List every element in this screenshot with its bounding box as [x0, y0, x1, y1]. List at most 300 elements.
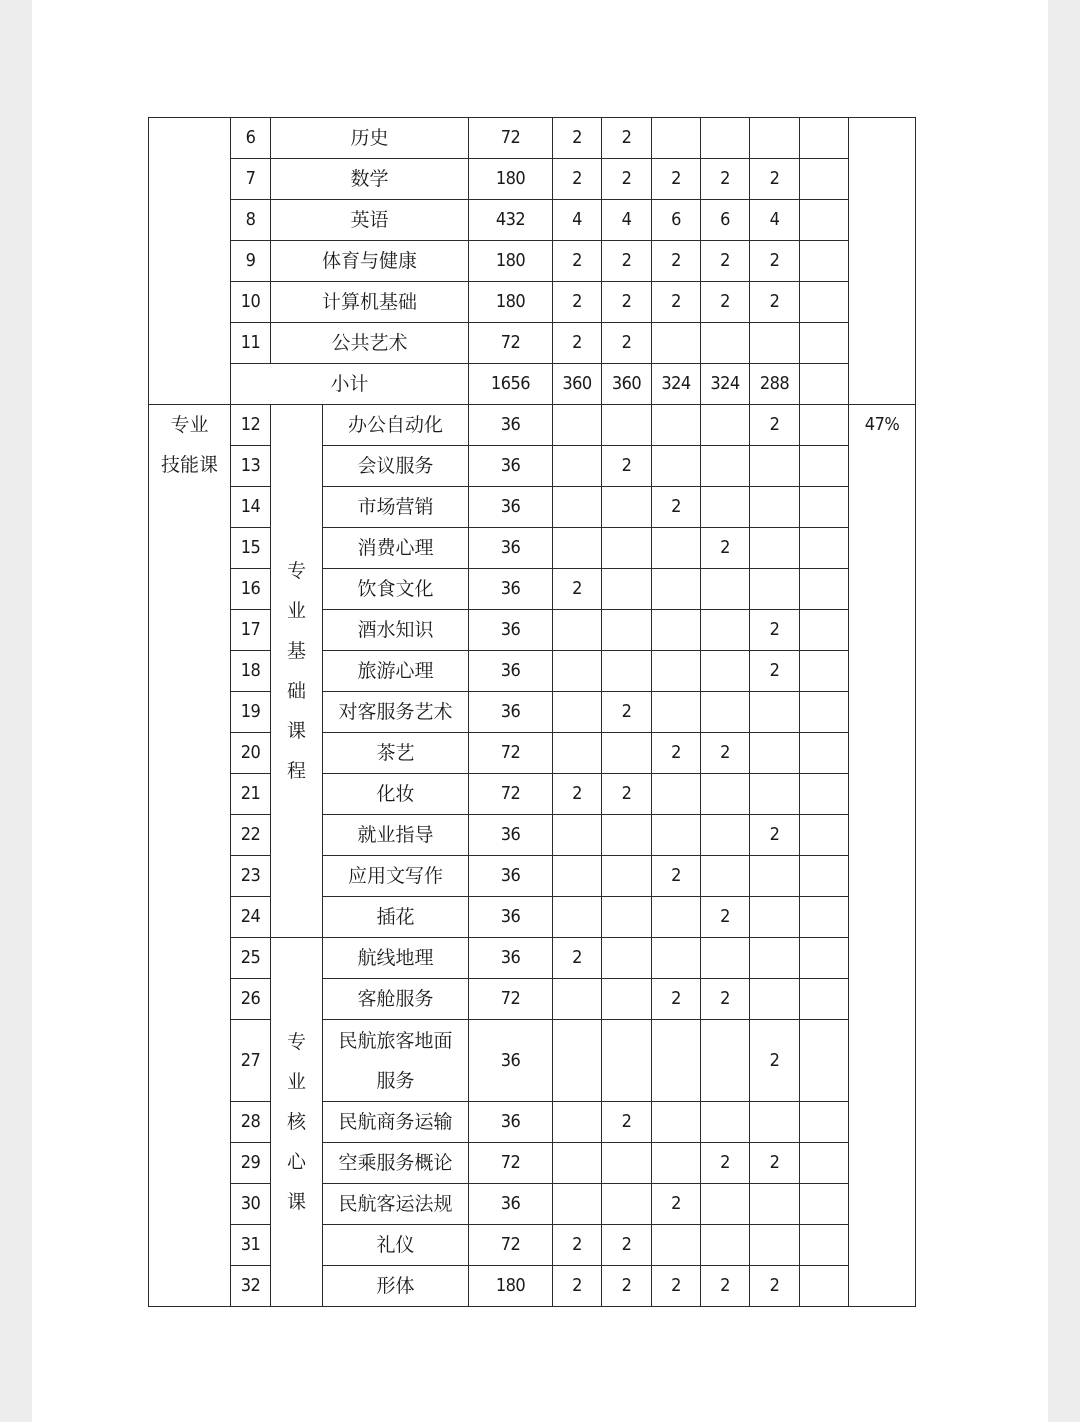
table-row [149, 1266, 916, 1307]
percent-cell-general [849, 118, 916, 405]
semester-hours [701, 774, 750, 815]
group-label-char: 课 [286, 720, 306, 742]
semester-hours: 2 [652, 856, 701, 897]
row-number: 25 [231, 938, 271, 979]
semester-hours [602, 1020, 652, 1102]
course-name: 民航客运法规 [323, 1184, 469, 1225]
course-name: 茶艺 [323, 733, 469, 774]
total-hours: 36 [469, 487, 553, 528]
course-name: 插花 [323, 897, 469, 938]
course-name: 饮食文化 [323, 569, 469, 610]
semester-hours [553, 1102, 602, 1143]
semester-hours [750, 897, 800, 938]
semester-hours: 2 [553, 282, 602, 323]
semester-hours [800, 856, 849, 897]
course-name: 数学 [271, 159, 469, 200]
semester-hours [750, 569, 800, 610]
table-row [149, 405, 916, 446]
group-label-char: 业 [286, 600, 306, 622]
group-label-char: 核 [286, 1111, 306, 1133]
group-label-char: 程 [286, 760, 306, 782]
course-name: 形体 [323, 1266, 469, 1307]
semester-hours [602, 528, 652, 569]
course-name: 空乘服务概论 [323, 1143, 469, 1184]
course-name: 酒水知识 [323, 610, 469, 651]
total-hours: 36 [469, 405, 553, 446]
semester-hours [701, 118, 750, 159]
semester-hours: 2 [602, 1102, 652, 1143]
subtotal-semester: 324 [701, 364, 750, 405]
semester-hours [800, 528, 849, 569]
semester-hours [652, 610, 701, 651]
semester-hours [652, 405, 701, 446]
group-label-char: 专 [286, 1031, 306, 1053]
semester-hours [553, 1143, 602, 1184]
semester-hours [553, 446, 602, 487]
table-row [149, 897, 916, 938]
semester-hours [750, 1184, 800, 1225]
semester-hours [701, 487, 750, 528]
course-name: 民航商务运输 [323, 1102, 469, 1143]
semester-hours [800, 446, 849, 487]
semester-hours: 2 [750, 1266, 800, 1307]
total-hours: 36 [469, 897, 553, 938]
semester-hours [800, 282, 849, 323]
semester-hours: 2 [553, 1225, 602, 1266]
table-body [149, 118, 916, 1307]
semester-hours [602, 856, 652, 897]
semester-hours: 2 [602, 1225, 652, 1266]
table-row [149, 528, 916, 569]
row-number: 22 [231, 815, 271, 856]
percent-cell-skill: 47% [849, 405, 916, 1307]
semester-hours [750, 487, 800, 528]
row-number: 32 [231, 1266, 271, 1307]
row-number: 6 [231, 118, 271, 159]
row-number: 21 [231, 774, 271, 815]
semester-hours [652, 692, 701, 733]
semester-hours [553, 1020, 602, 1102]
course-name [323, 1020, 469, 1102]
row-number: 16 [231, 569, 271, 610]
total-hours: 36 [469, 446, 553, 487]
semester-hours [701, 856, 750, 897]
table-row [149, 200, 916, 241]
semester-hours [800, 651, 849, 692]
semester-hours [652, 1143, 701, 1184]
semester-hours [602, 610, 652, 651]
semester-hours [800, 241, 849, 282]
semester-hours: 6 [701, 200, 750, 241]
course-name: 客舱服务 [323, 979, 469, 1020]
total-hours: 72 [469, 1143, 553, 1184]
semester-hours [701, 692, 750, 733]
table-row [149, 569, 916, 610]
group-label-char: 专 [286, 560, 306, 582]
total-hours: 72 [469, 774, 553, 815]
semester-hours [750, 1225, 800, 1266]
semester-hours: 2 [750, 1143, 800, 1184]
semester-hours: 2 [750, 405, 800, 446]
semester-hours [602, 569, 652, 610]
semester-hours [701, 446, 750, 487]
semester-hours [701, 815, 750, 856]
semester-hours: 2 [553, 774, 602, 815]
row-number: 31 [231, 1225, 271, 1266]
semester-hours [553, 979, 602, 1020]
semester-hours [800, 774, 849, 815]
semester-hours [553, 692, 602, 733]
semester-hours: 2 [750, 282, 800, 323]
total-hours: 180 [469, 1266, 553, 1307]
row-number: 28 [231, 1102, 271, 1143]
group-label-char: 课 [286, 1191, 306, 1213]
semester-hours: 2 [701, 733, 750, 774]
semester-hours [750, 733, 800, 774]
semester-hours: 2 [602, 774, 652, 815]
total-hours: 36 [469, 856, 553, 897]
total-hours: 72 [469, 733, 553, 774]
semester-hours: 2 [553, 1266, 602, 1307]
semester-hours: 2 [652, 733, 701, 774]
semester-hours [701, 1102, 750, 1143]
semester-hours: 2 [602, 159, 652, 200]
semester-hours: 2 [602, 323, 652, 364]
semester-hours: 2 [553, 241, 602, 282]
row-number: 14 [231, 487, 271, 528]
semester-hours [800, 323, 849, 364]
total-hours: 72 [469, 323, 553, 364]
semester-hours: 4 [602, 200, 652, 241]
semester-hours [701, 569, 750, 610]
table-row [149, 241, 916, 282]
group-label-char: 心 [286, 1151, 306, 1173]
table-row [149, 487, 916, 528]
semester-hours [750, 118, 800, 159]
semester-hours: 2 [553, 118, 602, 159]
semester-hours: 2 [701, 528, 750, 569]
semester-hours [800, 405, 849, 446]
subtotal-semester: 360 [553, 364, 602, 405]
table-row [149, 282, 916, 323]
semester-hours [800, 979, 849, 1020]
semester-hours [602, 651, 652, 692]
semester-hours [553, 528, 602, 569]
semester-hours [602, 405, 652, 446]
semester-hours [652, 569, 701, 610]
row-number: 15 [231, 528, 271, 569]
semester-hours: 2 [701, 897, 750, 938]
course-name: 体育与健康 [271, 241, 469, 282]
semester-hours [800, 610, 849, 651]
total-hours: 36 [469, 528, 553, 569]
course-name: 办公自动化 [323, 405, 469, 446]
row-number: 8 [231, 200, 271, 241]
row-number: 23 [231, 856, 271, 897]
table-row [149, 815, 916, 856]
course-name: 计算机基础 [271, 282, 469, 323]
total-hours: 72 [469, 1225, 553, 1266]
semester-hours: 2 [652, 1184, 701, 1225]
row-number: 27 [231, 1020, 271, 1102]
semester-hours [652, 897, 701, 938]
semester-hours: 2 [701, 979, 750, 1020]
total-hours: 180 [469, 159, 553, 200]
course-name: 化妆 [323, 774, 469, 815]
category-label-line: 专业 [170, 414, 209, 436]
semester-hours [602, 1184, 652, 1225]
semester-hours [652, 774, 701, 815]
semester-hours [652, 1020, 701, 1102]
course-name: 旅游心理 [323, 651, 469, 692]
semester-hours [701, 610, 750, 651]
semester-hours [652, 815, 701, 856]
semester-hours [750, 692, 800, 733]
course-name: 英语 [271, 200, 469, 241]
table-row [149, 1102, 916, 1143]
semester-hours: 2 [553, 569, 602, 610]
semester-hours: 2 [652, 1266, 701, 1307]
semester-hours [750, 323, 800, 364]
semester-hours [602, 733, 652, 774]
semester-hours: 2 [602, 1266, 652, 1307]
table-row [149, 856, 916, 897]
category-cell-skill [149, 405, 231, 1307]
row-number: 17 [231, 610, 271, 651]
semester-hours: 2 [602, 692, 652, 733]
semester-hours: 2 [750, 159, 800, 200]
group-label-core_group [271, 938, 323, 1307]
semester-hours: 2 [553, 938, 602, 979]
semester-hours [800, 569, 849, 610]
semester-hours [602, 487, 652, 528]
row-number: 11 [231, 323, 271, 364]
semester-hours: 2 [701, 282, 750, 323]
row-number: 7 [231, 159, 271, 200]
subtotal-semester: 360 [602, 364, 652, 405]
row-number: 24 [231, 897, 271, 938]
table-row [149, 979, 916, 1020]
semester-hours [602, 897, 652, 938]
row-number: 30 [231, 1184, 271, 1225]
table-row [149, 1184, 916, 1225]
total-hours: 36 [469, 1020, 553, 1102]
semester-hours [652, 1102, 701, 1143]
table-row [149, 1020, 916, 1102]
subtotal-row [149, 364, 916, 405]
subtotal-total: 1656 [469, 364, 553, 405]
semester-hours: 2 [652, 241, 701, 282]
row-number: 12 [231, 405, 271, 446]
semester-hours: 2 [701, 241, 750, 282]
semester-hours: 2 [652, 979, 701, 1020]
semester-hours [553, 1184, 602, 1225]
semester-hours [800, 733, 849, 774]
course-name: 航线地理 [323, 938, 469, 979]
row-number: 18 [231, 651, 271, 692]
course-name: 会议服务 [323, 446, 469, 487]
row-number: 19 [231, 692, 271, 733]
semester-hours [701, 938, 750, 979]
table-row [149, 446, 916, 487]
semester-hours: 6 [652, 200, 701, 241]
course-name: 就业指导 [323, 815, 469, 856]
table-row [149, 159, 916, 200]
total-hours: 36 [469, 692, 553, 733]
table-row [149, 1225, 916, 1266]
semester-hours [602, 1143, 652, 1184]
row-number: 26 [231, 979, 271, 1020]
group-label-char: 础 [286, 680, 306, 702]
semester-hours [800, 118, 849, 159]
semester-hours [800, 692, 849, 733]
semester-hours [553, 610, 602, 651]
semester-hours [701, 651, 750, 692]
semester-hours [750, 446, 800, 487]
semester-hours [652, 938, 701, 979]
group-label-foundation_group [271, 405, 323, 938]
semester-hours [701, 1184, 750, 1225]
row-number: 9 [231, 241, 271, 282]
semester-hours [602, 815, 652, 856]
semester-hours [602, 979, 652, 1020]
semester-hours [553, 651, 602, 692]
semester-hours [701, 1225, 750, 1266]
semester-hours [701, 1020, 750, 1102]
total-hours: 72 [469, 979, 553, 1020]
subtotal-semester [800, 364, 849, 405]
semester-hours [800, 487, 849, 528]
semester-hours [553, 733, 602, 774]
semester-hours: 2 [750, 815, 800, 856]
semester-hours [652, 528, 701, 569]
table-row [149, 938, 916, 979]
semester-hours [701, 323, 750, 364]
subtotal-semester: 288 [750, 364, 800, 405]
semester-hours [652, 1225, 701, 1266]
total-hours: 36 [469, 1102, 553, 1143]
row-number: 29 [231, 1143, 271, 1184]
semester-hours [800, 1184, 849, 1225]
table-row [149, 651, 916, 692]
semester-hours [750, 774, 800, 815]
semester-hours [750, 1102, 800, 1143]
category-label-line: 技能课 [160, 454, 218, 476]
table-row [149, 610, 916, 651]
course-name: 礼仪 [323, 1225, 469, 1266]
semester-hours [800, 1143, 849, 1184]
total-hours: 36 [469, 610, 553, 651]
category-cell-general [149, 118, 231, 405]
course-name: 对客服务艺术 [323, 692, 469, 733]
row-number: 20 [231, 733, 271, 774]
semester-hours: 2 [602, 241, 652, 282]
semester-hours: 2 [652, 159, 701, 200]
semester-hours [750, 979, 800, 1020]
semester-hours: 2 [602, 282, 652, 323]
semester-hours [652, 651, 701, 692]
semester-hours: 2 [652, 487, 701, 528]
semester-hours: 4 [750, 200, 800, 241]
semester-hours [652, 323, 701, 364]
subtotal-semester: 324 [652, 364, 701, 405]
semester-hours [800, 1020, 849, 1102]
semester-hours [800, 159, 849, 200]
curriculum-table [148, 117, 916, 1307]
course-name: 市场营销 [323, 487, 469, 528]
semester-hours [553, 405, 602, 446]
semester-hours: 2 [553, 323, 602, 364]
semester-hours [800, 815, 849, 856]
total-hours: 36 [469, 1184, 553, 1225]
semester-hours: 2 [750, 241, 800, 282]
semester-hours [553, 856, 602, 897]
semester-hours [800, 1225, 849, 1266]
semester-hours: 2 [701, 159, 750, 200]
semester-hours [553, 897, 602, 938]
total-hours: 36 [469, 651, 553, 692]
table-row [149, 692, 916, 733]
table-row [149, 1143, 916, 1184]
semester-hours [750, 528, 800, 569]
subtotal-label: 小计 [231, 364, 469, 405]
semester-hours [800, 200, 849, 241]
group-label-char: 基 [286, 640, 306, 662]
course-name: 公共艺术 [271, 323, 469, 364]
semester-hours: 2 [602, 118, 652, 159]
semester-hours: 2 [750, 651, 800, 692]
semester-hours: 2 [701, 1266, 750, 1307]
total-hours: 432 [469, 200, 553, 241]
semester-hours [553, 815, 602, 856]
course-name: 消费心理 [323, 528, 469, 569]
course-name: 应用文写作 [323, 856, 469, 897]
total-hours: 180 [469, 282, 553, 323]
total-hours: 36 [469, 815, 553, 856]
semester-hours [800, 1266, 849, 1307]
table-row [149, 774, 916, 815]
semester-hours [800, 938, 849, 979]
semester-hours [652, 118, 701, 159]
semester-hours: 2 [701, 1143, 750, 1184]
group-label-char: 业 [286, 1071, 306, 1093]
semester-hours [750, 856, 800, 897]
semester-hours: 2 [750, 610, 800, 651]
semester-hours [701, 405, 750, 446]
total-hours: 36 [469, 938, 553, 979]
semester-hours [652, 446, 701, 487]
semester-hours [800, 897, 849, 938]
total-hours: 36 [469, 569, 553, 610]
row-number: 10 [231, 282, 271, 323]
semester-hours [750, 938, 800, 979]
semester-hours: 2 [652, 282, 701, 323]
semester-hours [602, 938, 652, 979]
course-name-line: 服务 [376, 1069, 415, 1092]
semester-hours: 2 [602, 446, 652, 487]
semester-hours [800, 1102, 849, 1143]
row-number: 13 [231, 446, 271, 487]
table-row [149, 733, 916, 774]
table-row [149, 118, 916, 159]
course-name-line: 民航旅客地面 [338, 1029, 453, 1052]
course-name: 历史 [271, 118, 469, 159]
total-hours: 72 [469, 118, 553, 159]
semester-hours [553, 487, 602, 528]
semester-hours: 4 [553, 200, 602, 241]
semester-hours: 2 [750, 1020, 800, 1102]
total-hours: 180 [469, 241, 553, 282]
